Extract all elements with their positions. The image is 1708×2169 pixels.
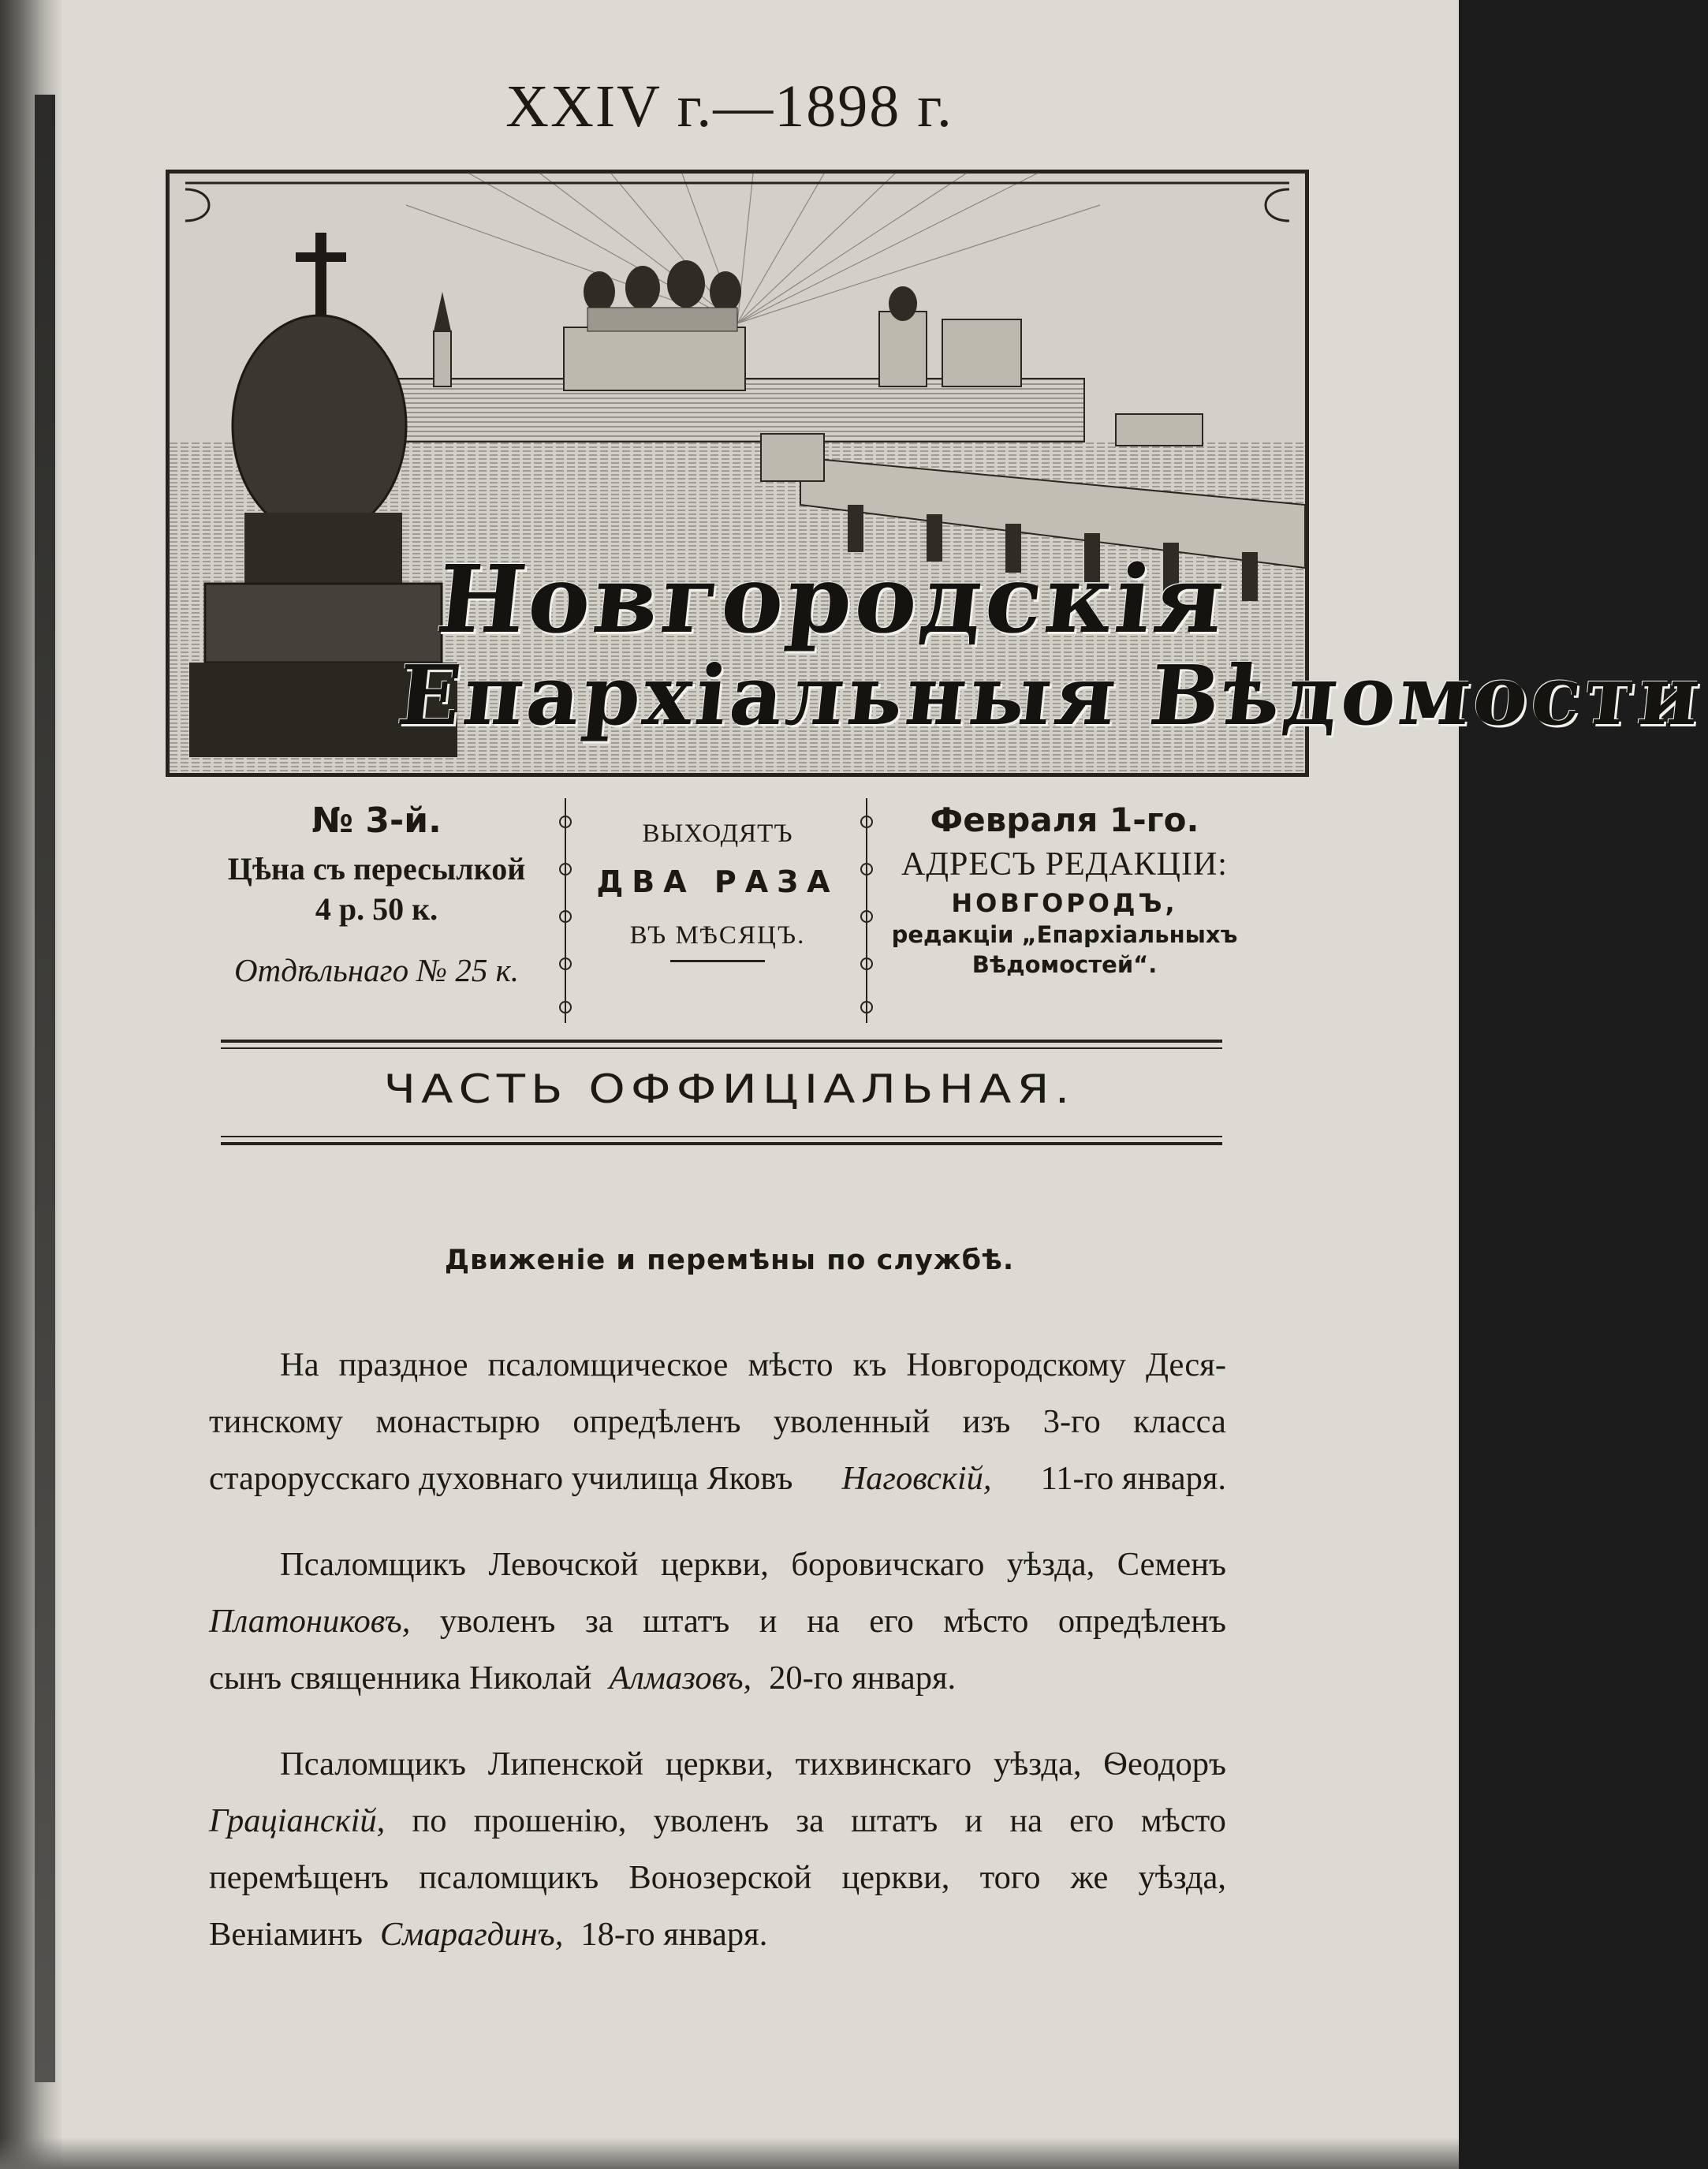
article-heading: Движеніе и перемѣны по службѣ.: [444, 1245, 1015, 1276]
masthead-illustration: [166, 170, 1708, 777]
price-label: Цѣна съ пересылкой: [227, 851, 526, 887]
page-bottom-edge: [0, 2137, 1459, 2169]
published-line-3: ВЪ МѢСЯЦЪ.: [629, 921, 806, 950]
text-line: Веніаминъ Смарагдинъ, 18-го января.: [209, 1916, 768, 1953]
section-title: ЧАСТЬ ОФФИЦІАЛЬНАЯ.: [383, 1066, 1076, 1112]
address-line-1: редакціи „Епархіальныхъ: [891, 921, 1238, 948]
year-header: XXIV г.—1898 г.: [505, 73, 953, 140]
date-address-block: [883, 801, 1246, 1029]
published-line-2: ДВА РАЗА: [596, 864, 839, 899]
text-line: старорусскаго духовнаго училища Яковъ Наговскій, 11-го января.: [209, 1460, 1226, 1497]
masthead-title-line-1: Новгородскія: [431, 544, 1233, 654]
text-line: Псаломщикъ Левочской церкви, боровичскаго уѣзда, Семенъ: [280, 1546, 1226, 1583]
address-line-2: Вѣдомостей“.: [971, 951, 1158, 978]
issue-price-block: [201, 801, 552, 1029]
issue-number: № 3-й.: [311, 801, 442, 841]
paragraph: [209, 1736, 1226, 1963]
top-thin-rule: [221, 1047, 1222, 1049]
paragraph: [209, 1337, 1226, 1507]
short-rule: [670, 960, 765, 962]
top-thick-rule: [221, 1040, 1222, 1043]
address-city: НОВГОРОДЪ,: [951, 888, 1178, 918]
text-line: Платониковъ, уволенъ за штатъ и на его мѣсто опредѣленъ: [209, 1603, 1226, 1640]
text-line: Псаломщикъ Липенской церкви, тихвинскаго уѣзда, Ѳеодоръ: [280, 1745, 1226, 1783]
text-line: Граціанскій, по прошенію, уволенъ за штатъ и на его мѣсто: [209, 1802, 1226, 1839]
bottom-thin-rule: [221, 1136, 1222, 1137]
frequency-block: [552, 801, 883, 1029]
text-line: сынъ священника Николай Алмазовъ, 20-го января.: [209, 1659, 957, 1697]
text-line: На праздное псаломщическое мѣсто къ Новгородскому Деся-: [280, 1346, 1226, 1383]
text-line: перемѣщенъ псаломщикъ Вонозерской церкви, того же уѣзда,: [209, 1859, 1226, 1896]
price-value: 4 р. 50 к.: [315, 891, 438, 927]
right-ornament-divider: [856, 798, 878, 1023]
address-label: АДРЕСЪ РЕДАКЦІИ:: [901, 846, 1228, 883]
paragraph: [209, 1536, 1226, 1707]
text-line: тинскому монастырю опредѣленъ уволенный изъ 3-го класса: [209, 1403, 1226, 1440]
issue-date: Февраля 1-го.: [930, 801, 1199, 839]
bottom-thick-rule: [221, 1142, 1222, 1145]
published-line-1: ВЫХОДЯТЪ: [642, 819, 793, 848]
masthead-title-line-2: Епархіальныя Вѣдомости: [393, 647, 1708, 744]
single-copy-price: Отдѣльнаго № 25 к.: [233, 952, 519, 988]
